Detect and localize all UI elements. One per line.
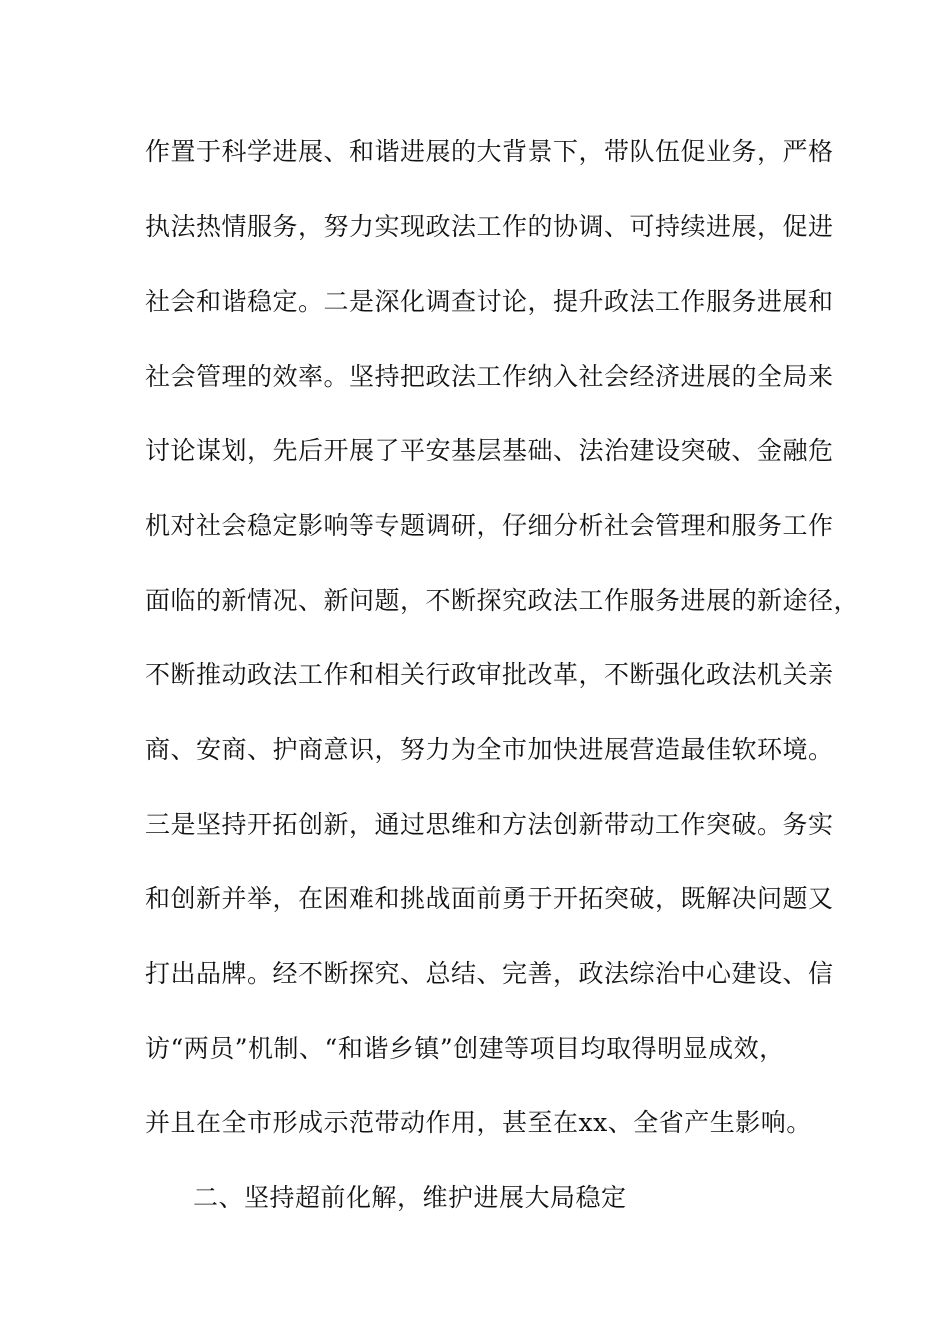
paragraph-line-9: 商、安商、护商意识，努力为全市加快进展营造最佳软环境。 bbox=[145, 735, 834, 764]
paragraph-line-5: 讨论谋划，先后开展了平安基层基础、法治建设突破、金融危 bbox=[145, 436, 834, 465]
paragraph-line-14: 并且在全市形成示范带动作用，甚至在xx、全省产生影响。 bbox=[145, 1108, 812, 1137]
paragraph-line-4: 社会管理的效率。坚持把政法工作纳入社会经济进展的全局来 bbox=[145, 362, 834, 391]
paragraph-line-10: 三是坚持开拓创新，通过思维和方法创新带动工作突破。务实 bbox=[145, 810, 834, 839]
paragraph-line-2: 执法热情服务，努力实现政法工作的协调、可持续进展，促进 bbox=[145, 212, 834, 241]
paragraph-line-8: 不断推动政法工作和相关行政审批改革，不断强化政法机关亲 bbox=[145, 660, 834, 689]
paragraph-line-11: 和创新并举，在困难和挑战面前勇于开拓突破，既解决问题又 bbox=[145, 884, 834, 913]
paragraph-line-3: 社会和谐稳定。二是深化调查讨论，提升政法工作服务进展和 bbox=[145, 287, 834, 316]
section-heading: 二、坚持超前化解，维护进展大局稳定 bbox=[193, 1183, 627, 1212]
paragraph-line-13: 访“两员”机制、“和谐乡镇”创建等项目均取得明显成效， bbox=[145, 1034, 785, 1063]
paragraph-line-7: 面临的新情况、新问题，不断探究政法工作服务进展的新途径， bbox=[145, 586, 860, 615]
paragraph-line-6: 机对社会稳定影响等专题调研，仔细分析社会管理和服务工作 bbox=[145, 511, 834, 540]
paragraph-line-1: 作置于科学进展、和谐进展的大背景下，带队伍促业务，严格 bbox=[145, 137, 834, 166]
paragraph-line-12: 打出品牌。经不断探究、总结、完善，政法综治中心建设、信 bbox=[145, 959, 834, 988]
